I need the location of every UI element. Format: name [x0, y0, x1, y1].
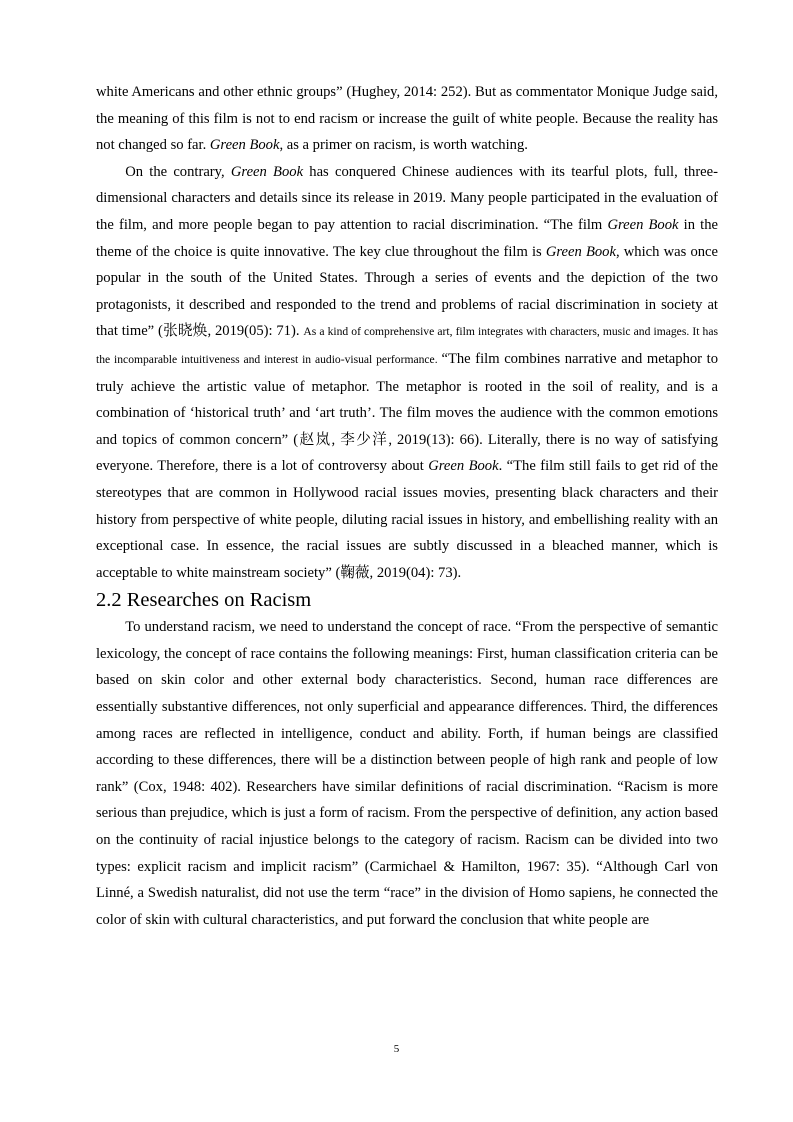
italic-title: Green Book — [209, 137, 280, 154]
text-run: white Americans and other ethnic groups” (Hughey, 2014: 252). But as commentator Monique Judge said, the meaning of this film is not to end racism or increase the guilt of white people. Because the reality has not changed so far. — [96, 84, 718, 154]
paragraph-chinese-audiences — [96, 159, 718, 587]
italic-title: Green Book — [545, 243, 616, 260]
text-run: in the theme of the choice is quite innovative. The key clue throughout the film is — [96, 216, 719, 260]
document-page — [96, 79, 718, 933]
text-run: , which was once popular in the south of the United States. Through a series of events and the depiction of the two protagonists, it described and responded to the trend and problems of racial discrimination in society at that time” (张晓焕, 2019(05): 71). — [96, 243, 718, 340]
italic-title: Green Book — [607, 216, 679, 233]
page-number: 5 — [393, 1043, 400, 1055]
small-text-run: As a kind of comprehensive art, film integrates with characters, music and images. It has the incomparable intuitiveness and interest in audio-visual performance. — [96, 325, 718, 366]
text-run: On the contrary, — [125, 163, 231, 180]
text-run: has conquered Chinese audiences with its tearful plots, full, three-dimensional characters and details since its release in 2019. Many people participated in the evaluation of the film, and more people began to pay attention to racial discrimination. “The film — [96, 163, 718, 233]
section-heading: 2.2 Researches on Racism — [96, 589, 312, 612]
text-run: To understand racism, we need to understand the concept of race. “From the perspective of semantic lexicology, the concept of race contains the following meanings: First, human classification criteria can be based on skin color and other external body characteristics. Second, human race differences are essentially substantive differences, not only superficial and appearance differences. Third, the differences among races are reflected in intelligence, conduct and ability. Forth, if human beings are classified according to these differences, there will be a distinction between people of high rank and people of low rank” (Cox, 1948: 402). Researchers have similar definitions of racial discrimination. “Racism is more serious than prejudice, which is just a form of racism. From the perspective of definition, any action based on the continuity of racial injustice belongs to the category of racism. Racism can be divided into two types: explicit racism and implicit racism” (Carmichael & Hamilton, 1967: 35). “Although Carl von Linné, a Swedish naturalist, did not use the term “race” in the division of Homo sapiens, he connected the color of skin with cultural characteristics, and put forward the conclusion that white people are — [96, 619, 718, 928]
text-run: . “The film still fails to get rid of the stereotypes that are common in Hollywood racial issues movies, presenting black characters and their history from perspective of white people, diluting racial issues in history, and embellishing reality with an exceptional case. In essence, the racial issues are subtly discussed in a bleached manner, which is acceptable to white mainstream society” (鞠薇, 2019(04): 73). — [96, 458, 719, 581]
paragraph-hughey-quote — [96, 79, 718, 159]
text-run: , as a primer on racism, is worth watching. — [279, 137, 528, 154]
italic-title: Green Book — [230, 163, 304, 180]
italic-title: Green Book — [428, 458, 499, 475]
text-run: “The film combines narrative and metaphor to truly achieve the artistic value of metaphor. The metaphor is rooted in the soil of reality, and is a combination of ‘historical truth’ and ‘art truth’. The film moves the audience with the common emotions and topics of common concern” (赵岚, 李少洋, 2019(13): 66). Literally, there is no way of satisfying everyone. Therefore, there is a lot of controversy about — [96, 350, 718, 475]
paragraph-race-concept — [96, 614, 718, 933]
